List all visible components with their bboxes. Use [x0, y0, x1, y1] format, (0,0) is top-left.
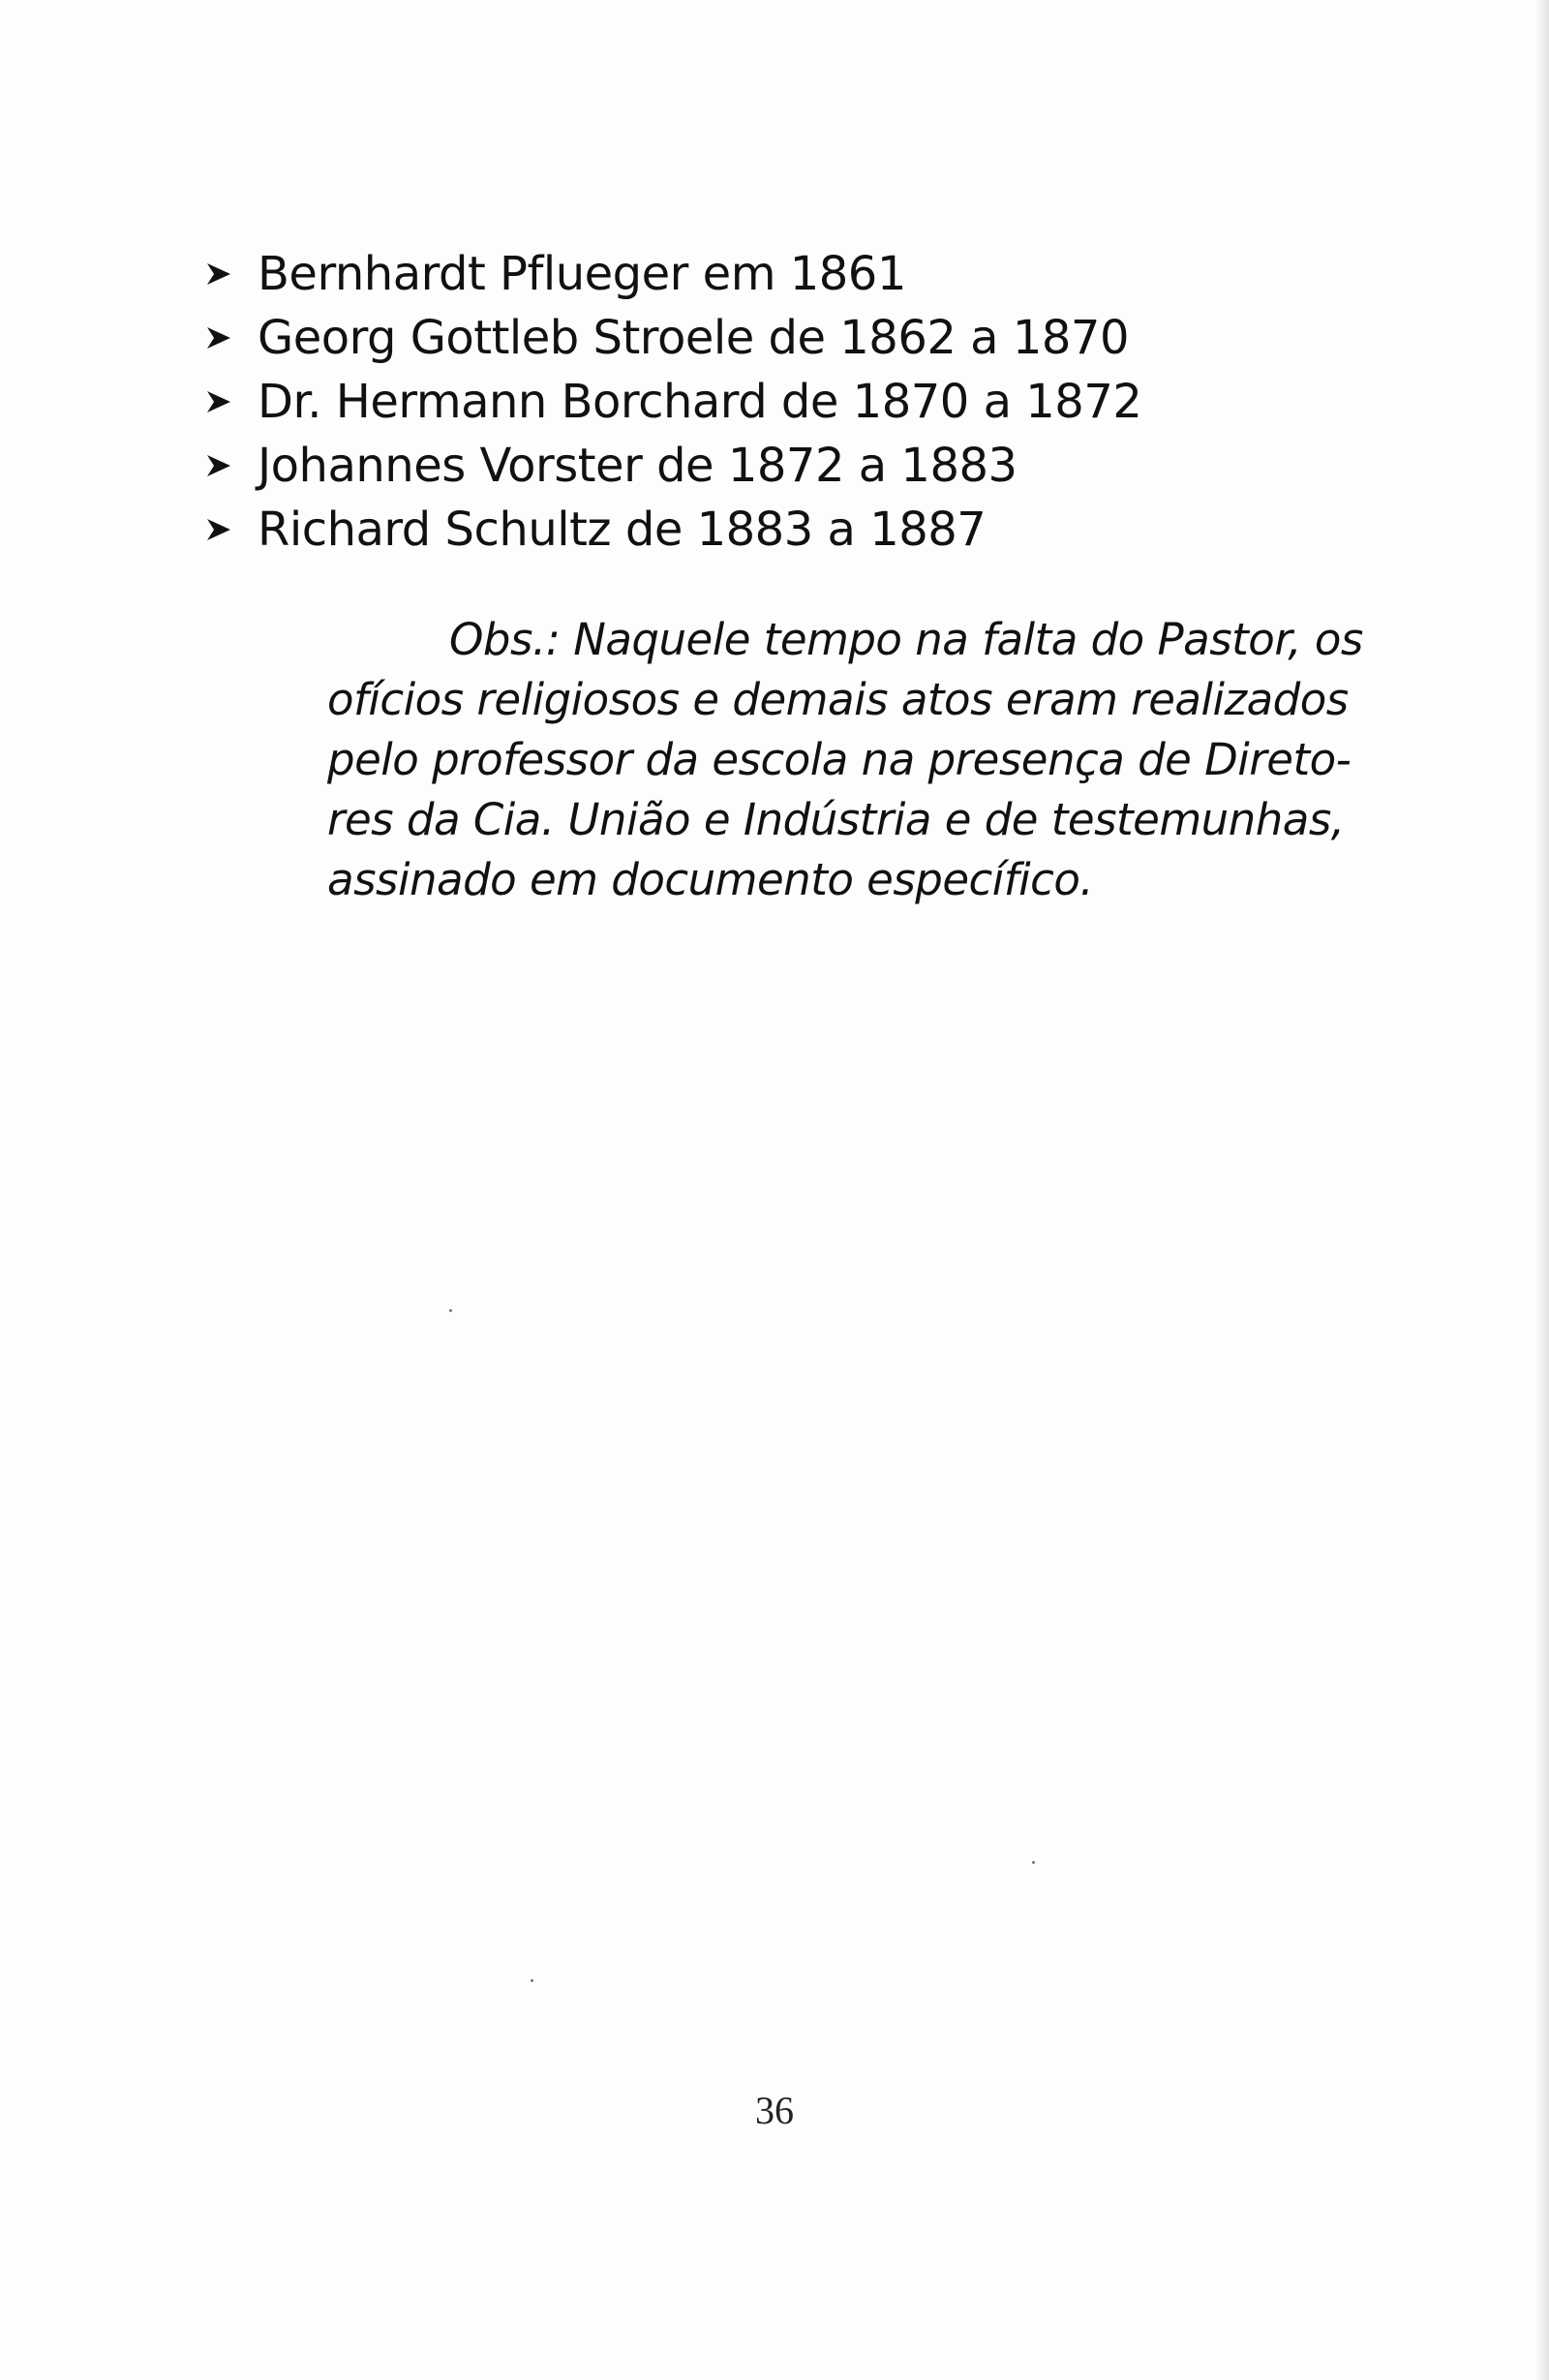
list-item: [201, 306, 1141, 370]
list-item-label: Dr. Hermann Borchard de 1870 a 1872: [258, 375, 1142, 429]
arrowhead-bullet-icon: [201, 242, 258, 306]
note-line: res da Cia. União e Indústria e de testemunhas,: [327, 794, 1345, 845]
pastor-list: [201, 242, 1141, 562]
page-number: 36: [755, 2089, 794, 2132]
scan-speck: [449, 1309, 452, 1312]
arrowhead-bullet-icon: [201, 498, 258, 562]
list-item-label: Johannes Vorster de 1872 a 1883: [258, 439, 1017, 493]
note-line: Obs.: Naquele tempo na falta do Pastor, os: [449, 614, 1363, 665]
note-line: assinado em documento específico.: [327, 854, 1094, 905]
page-edge-shadow: [1535, 0, 1549, 2380]
scan-speck: [1032, 1861, 1035, 1864]
scan-speck: [531, 1979, 533, 1982]
list-item-label: Bernhardt Pflueger em 1861: [258, 247, 906, 301]
list-item-label: Georg Gottleb Stroele de 1862 a 1870: [258, 311, 1129, 365]
list-item: [201, 498, 1141, 562]
arrowhead-bullet-icon: [201, 434, 258, 498]
list-item-label: Richard Schultz de 1883 a 1887: [258, 503, 987, 557]
list-item: [201, 434, 1141, 498]
note-line: ofícios religiosos e demais atos eram realizados: [327, 674, 1349, 725]
observation-note: [327, 610, 1373, 910]
arrowhead-bullet-icon: [201, 306, 258, 370]
note-line: pelo professor da escola na presença de Direto-: [327, 734, 1352, 785]
list-item: [201, 242, 1141, 306]
list-item: [201, 370, 1141, 434]
arrowhead-bullet-icon: [201, 370, 258, 434]
